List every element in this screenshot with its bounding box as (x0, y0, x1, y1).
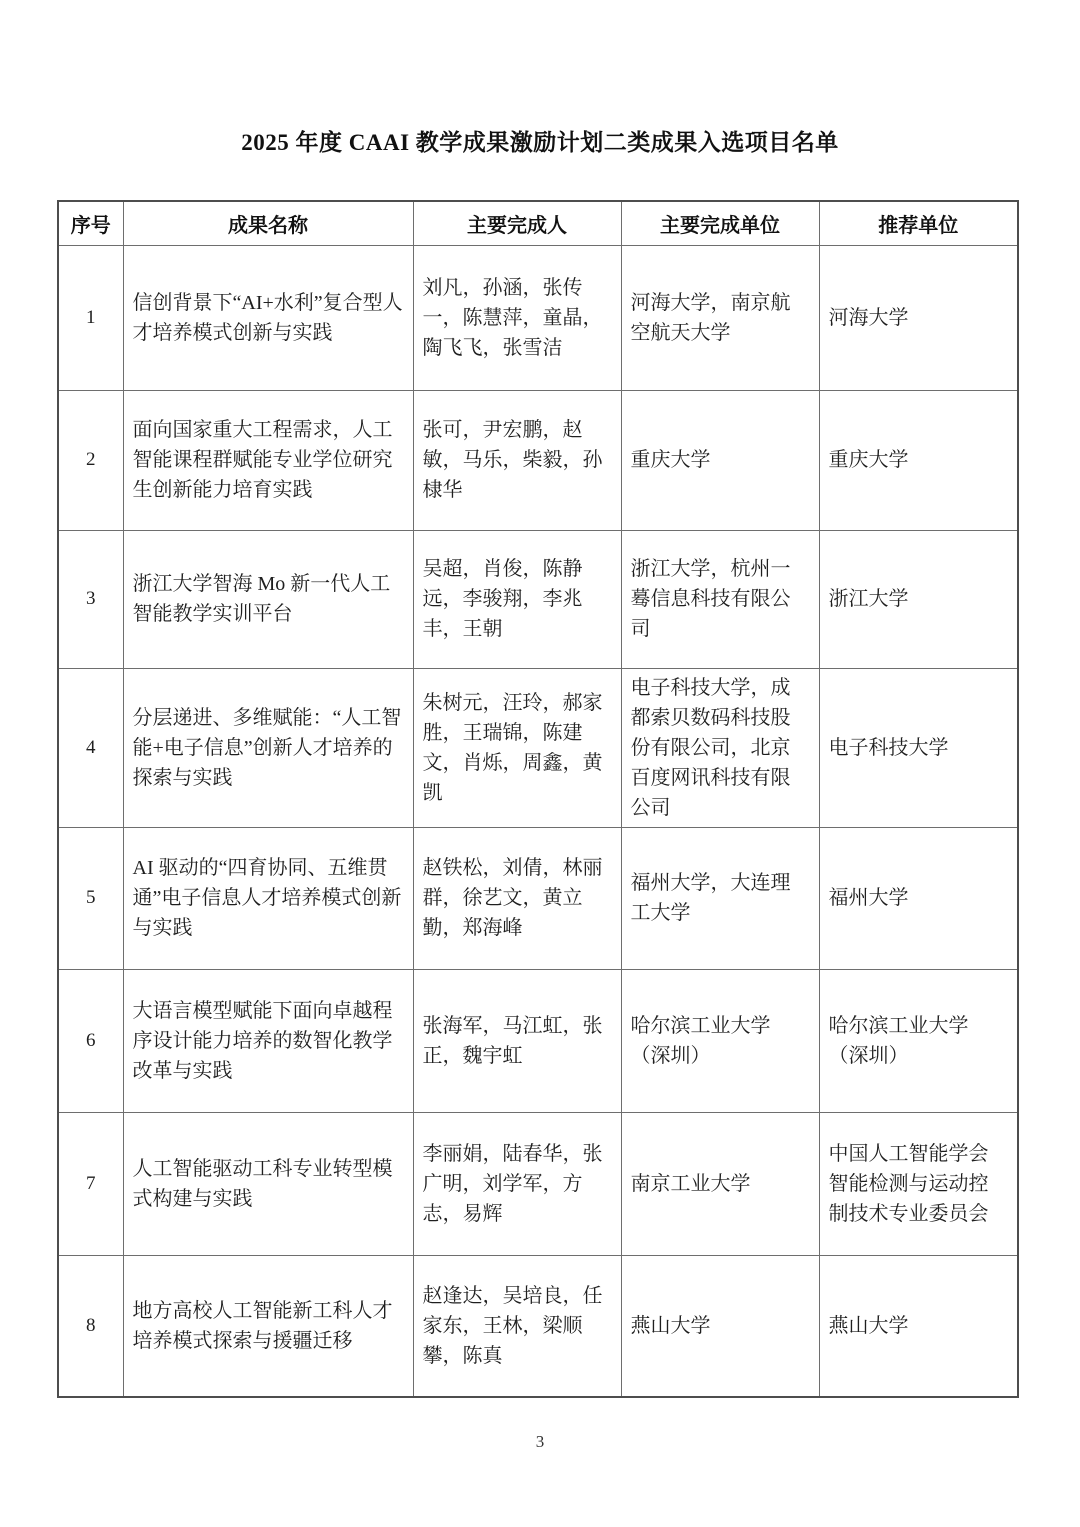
cell-recommender: 哈尔滨工业大学（深圳） (819, 969, 1018, 1112)
cell-main-units: 福州大学，大连理工大学 (621, 827, 819, 969)
column-header-achievement-name: 成果名称 (123, 201, 413, 245)
column-header-contributors: 主要完成人 (413, 201, 621, 245)
cell-achievement-name: 信创背景下“AI+水利”复合型人才培养模式创新与实践 (123, 245, 413, 390)
cell-contributors: 吴超，肖俊，陈静远，李骏翔，李兆丰，王朝 (413, 530, 621, 668)
cell-serial: 3 (58, 530, 123, 668)
table-row (58, 245, 1018, 390)
cell-contributors: 赵逢达，吴培良，任家东，王林，梁顺攀，陈真 (413, 1255, 621, 1397)
cell-recommender: 电子科技大学 (819, 668, 1018, 827)
cell-serial: 5 (58, 827, 123, 969)
cell-contributors: 李丽娟，陆春华，张广明，刘学军，方志，易辉 (413, 1112, 621, 1255)
column-header-main-units: 主要完成单位 (621, 201, 819, 245)
cell-achievement-name: 人工智能驱动工科专业转型模式构建与实践 (123, 1112, 413, 1255)
cell-achievement-name: 面向国家重大工程需求，人工智能课程群赋能专业学位研究生创新能力培育实践 (123, 390, 413, 530)
cell-achievement-name: AI 驱动的“四育协同、五维贯通”电子信息人才培养模式创新与实践 (123, 827, 413, 969)
cell-main-units: 哈尔滨工业大学（深圳） (621, 969, 819, 1112)
cell-serial: 6 (58, 969, 123, 1112)
cell-recommender: 燕山大学 (819, 1255, 1018, 1397)
table-row (58, 1255, 1018, 1397)
column-header-serial: 序号 (58, 201, 123, 245)
page-title: 2025 年度 CAAI 教学成果激励计划二类成果入选项目名单 (241, 130, 839, 155)
cell-achievement-name: 浙江大学智海 Mo 新一代人工智能教学实训平台 (123, 530, 413, 668)
column-header-recommender: 推荐单位 (819, 201, 1018, 245)
cell-achievement-name: 大语言模型赋能下面向卓越程序设计能力培养的数智化教学改革与实践 (123, 969, 413, 1112)
cell-main-units: 浙江大学，杭州一蓦信息科技有限公司 (621, 530, 819, 668)
cell-recommender: 重庆大学 (819, 390, 1018, 530)
cell-recommender: 中国人工智能学会智能检测与运动控制技术专业委员会 (819, 1112, 1018, 1255)
results-table (57, 200, 1019, 1398)
table-header-row (58, 201, 1018, 245)
cell-main-units: 河海大学，南京航空航天大学 (621, 245, 819, 390)
cell-serial: 4 (58, 668, 123, 827)
table-row (58, 530, 1018, 668)
cell-contributors: 赵铁松，刘倩，林丽群，徐艺文，黄立勤，郑海峰 (413, 827, 621, 969)
cell-contributors: 张海军，马江虹，张正，魏宇虹 (413, 969, 621, 1112)
cell-main-units: 电子科技大学，成都索贝数码科技股份有限公司，北京百度网讯科技有限公司 (621, 668, 819, 827)
cell-main-units: 燕山大学 (621, 1255, 819, 1397)
cell-recommender: 河海大学 (819, 245, 1018, 390)
cell-contributors: 张可，尹宏鹏，赵敏，马乐，柴毅，孙棣华 (413, 390, 621, 530)
cell-recommender: 浙江大学 (819, 530, 1018, 668)
table-row (58, 668, 1018, 827)
cell-main-units: 重庆大学 (621, 390, 819, 530)
cell-serial: 2 (58, 390, 123, 530)
cell-recommender: 福州大学 (819, 827, 1018, 969)
cell-contributors: 朱树元，汪玲，郝家胜，王瑞锦，陈建文，肖烁，周鑫，黄凯 (413, 668, 621, 827)
cell-contributors: 刘凡，孙涵，张传一，陈慧萍，童晶，陶飞飞，张雪洁 (413, 245, 621, 390)
cell-serial: 7 (58, 1112, 123, 1255)
table-row (58, 827, 1018, 969)
table-row (58, 1112, 1018, 1255)
cell-achievement-name: 分层递进、多维赋能：“人工智能+电子信息”创新人才培养的探索与实践 (123, 668, 413, 827)
table-row (58, 969, 1018, 1112)
cell-achievement-name: 地方高校人工智能新工科人才培养模式探索与援疆迁移 (123, 1255, 413, 1397)
cell-serial: 1 (58, 245, 123, 390)
cell-serial: 8 (58, 1255, 123, 1397)
page-number: 3 (535, 1432, 545, 1451)
cell-main-units: 南京工业大学 (621, 1112, 819, 1255)
table-row (58, 390, 1018, 530)
